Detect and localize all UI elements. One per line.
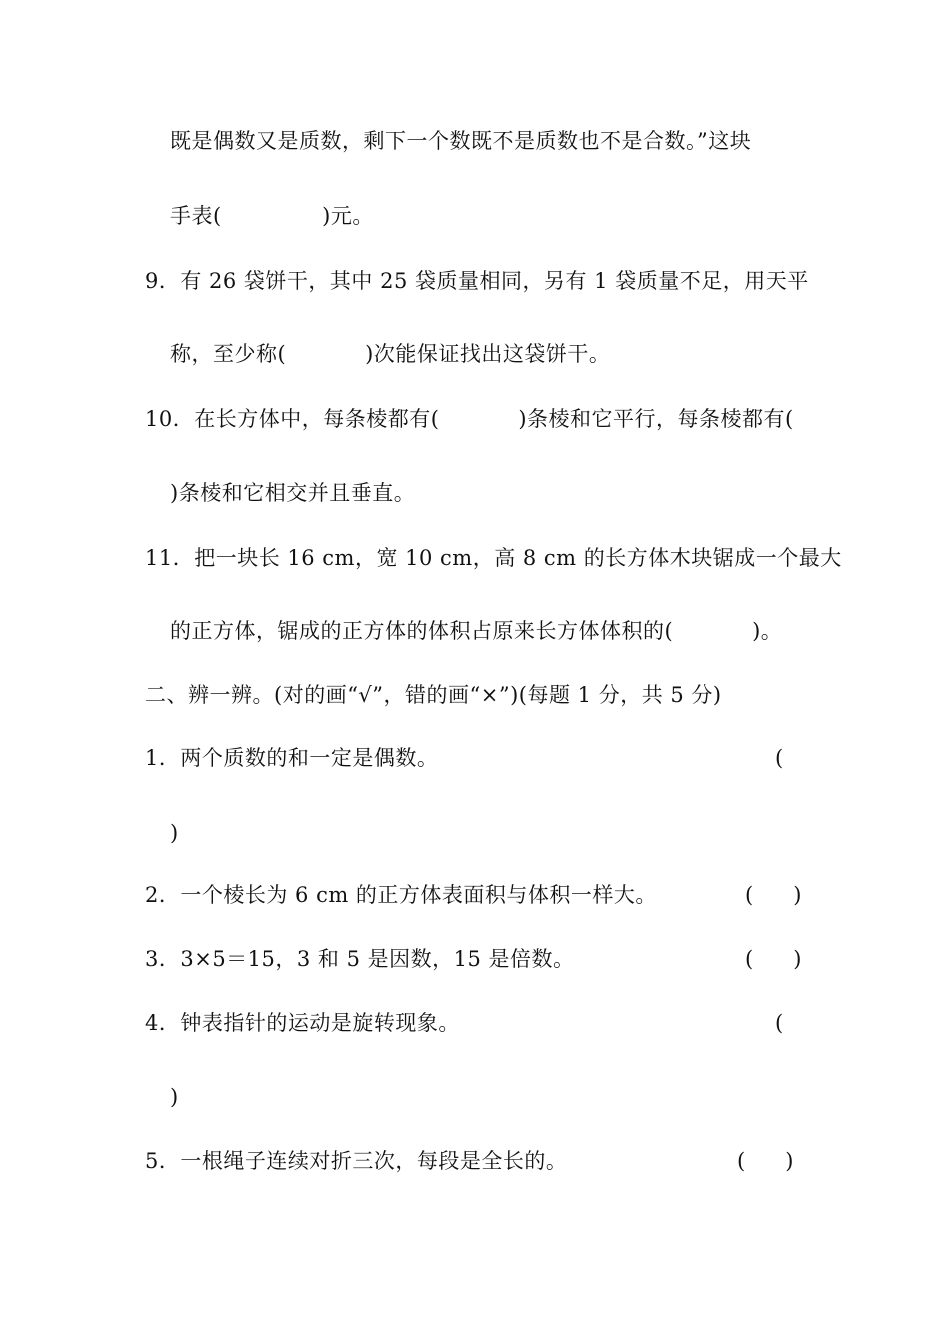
judge-item-3: 3．3×5＝15，3 和 5 是因数，15 是倍数。 [145, 947, 575, 971]
judge-item-2: 2．一个棱长为 6 cm 的正方体表面积与体积一样大。 [145, 883, 657, 907]
section-2-heading: 二、辨一辨。(对的画“√”，错的画“×”)(每题 1 分，共 5 分) [145, 683, 722, 707]
judge-item-5-answer[interactable]: ( ) [737, 1149, 794, 1173]
judge-item-1: 1．两个质数的和一定是偶数。 [145, 746, 439, 770]
judge-item-3-answer[interactable]: ( ) [745, 947, 802, 971]
q10-line-1: 10．在长方体中，每条棱都有( )条棱和它平行，每条棱都有( [145, 407, 794, 431]
q9-line-2: 称，至少称( )次能保证找出这袋饼干。 [170, 342, 611, 366]
judge-item-1-answer-close[interactable]: ) [170, 821, 179, 845]
judge-item-5: 5．一根绳子连续对折三次，每段是全长的。 [145, 1149, 568, 1173]
judge-item-4-answer-open[interactable]: ( [775, 1011, 784, 1035]
q11-line-2: 的正方体，锯成的正方体的体积占原来长方体体积的( )。 [170, 619, 783, 643]
judge-item-4: 4．钟表指针的运动是旋转现象。 [145, 1011, 460, 1035]
judge-item-2-answer[interactable]: ( ) [745, 883, 802, 907]
q8-line-1: 既是偶数又是质数，剩下一个数既不是质数也不是合数。”这块 [170, 129, 752, 153]
judge-item-1-answer-open[interactable]: ( [775, 746, 784, 770]
q11-line-1: 11．把一块长 16 cm，宽 10 cm，高 8 cm 的长方体木块锯成一个最大 [145, 546, 842, 570]
judge-item-4-answer-close[interactable]: ) [170, 1085, 179, 1109]
q9-line-1: 9．有 26 袋饼干，其中 25 袋质量相同，另有 1 袋质量不足，用天平 [145, 269, 809, 293]
q8-line-2: 手表( )元。 [170, 204, 374, 228]
q10-line-2: )条棱和它相交并且垂直。 [170, 481, 416, 505]
